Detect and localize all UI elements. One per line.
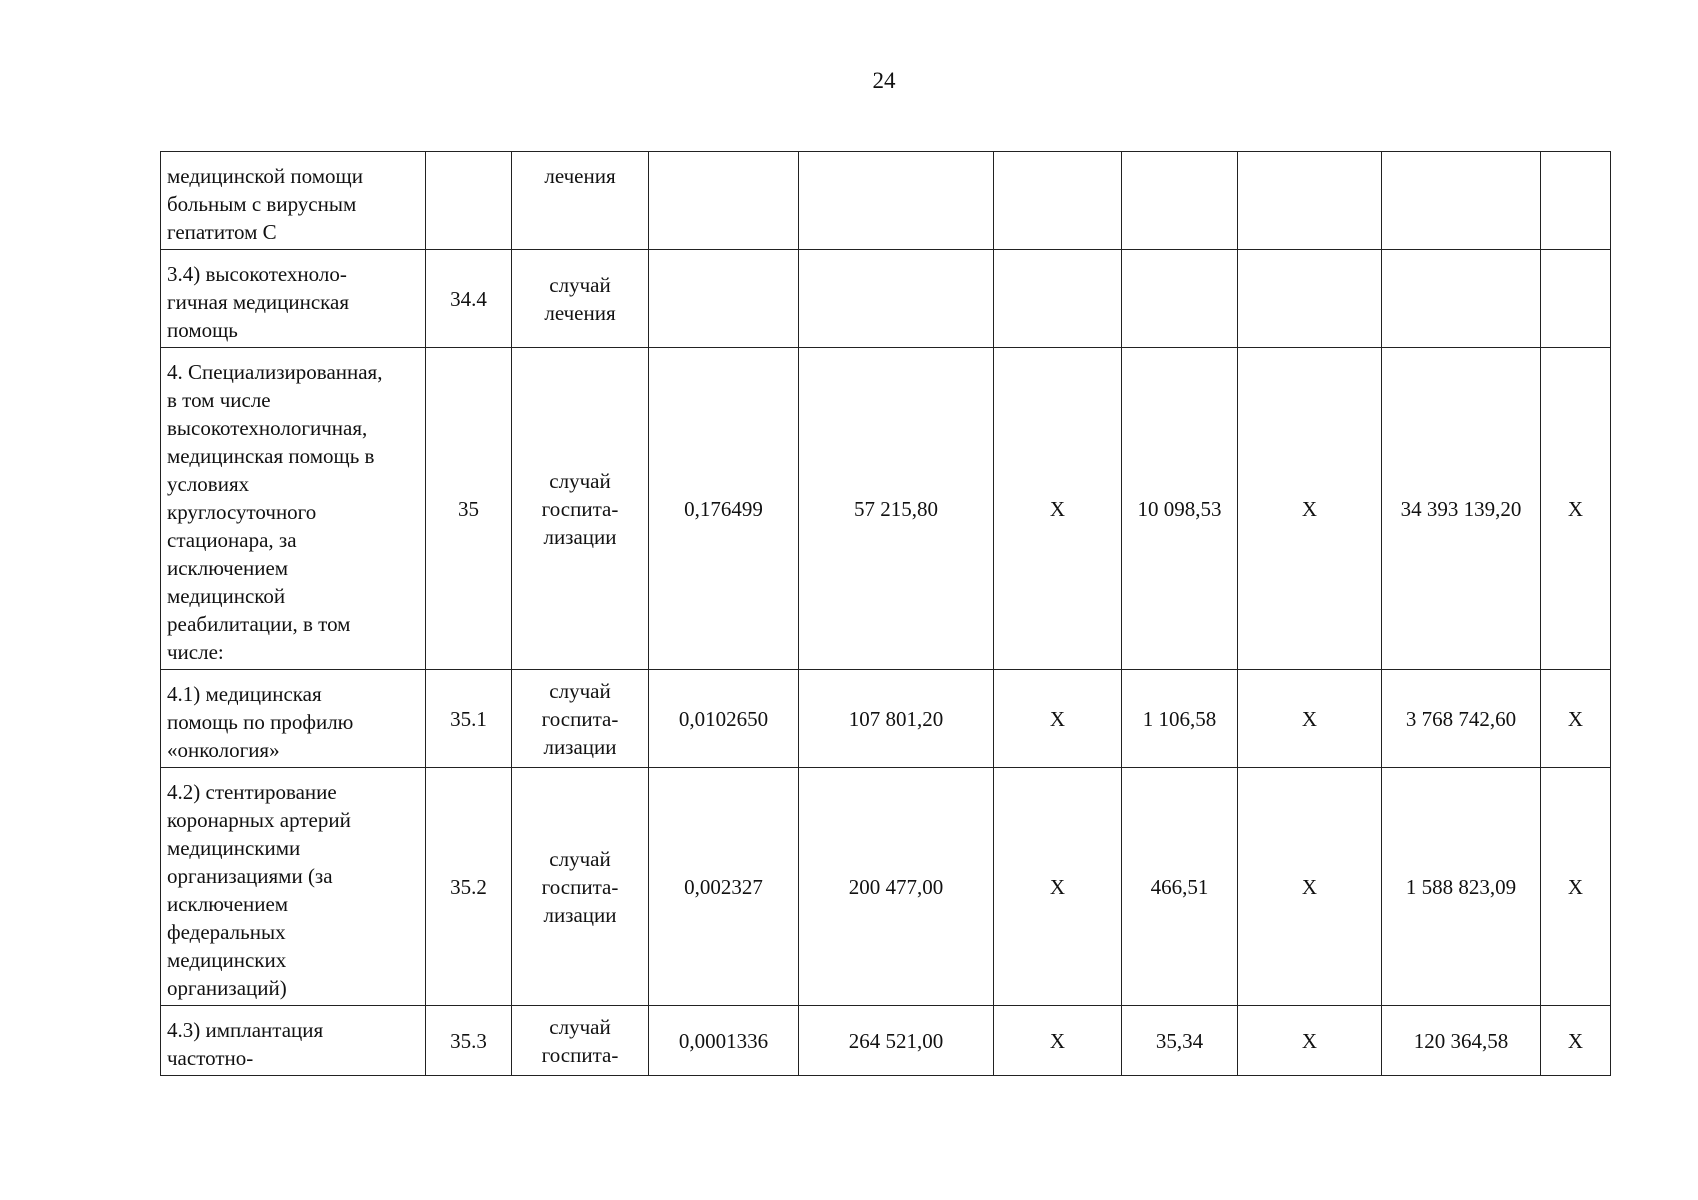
row-col9-cell: 120 364,58 (1382, 1006, 1541, 1076)
row-unit-cell: случай госпита- лизации (512, 348, 649, 670)
table-row (161, 152, 1611, 250)
row-norm-cell: 0,002327 (649, 768, 799, 1006)
row-col7-cell: 466,51 (1122, 768, 1238, 1006)
table-row (161, 1006, 1611, 1076)
row-col10-cell: X (1541, 348, 1611, 670)
row-col9-cell: 3 768 742,60 (1382, 670, 1541, 768)
row-col6-cell: X (994, 768, 1122, 1006)
row-code-cell: 35.2 (426, 768, 512, 1006)
row-col8-cell (1238, 250, 1382, 348)
row-col9-cell (1382, 250, 1541, 348)
row-col10-cell (1541, 250, 1611, 348)
row-code-cell: 35.1 (426, 670, 512, 768)
row-name-cell: 4.3) имплантация частотно- (161, 1006, 426, 1076)
table-row (161, 348, 1611, 670)
row-col7-cell: 35,34 (1122, 1006, 1238, 1076)
row-unit-cell: случай госпита- (512, 1006, 649, 1076)
row-code-cell (426, 152, 512, 250)
row-col8-cell: X (1238, 768, 1382, 1006)
row-col10-cell (1541, 152, 1611, 250)
row-col7-cell (1122, 250, 1238, 348)
row-cost-cell: 200 477,00 (799, 768, 994, 1006)
row-norm-cell (649, 152, 799, 250)
row-col10-cell: X (1541, 1006, 1611, 1076)
row-col7-cell: 10 098,53 (1122, 348, 1238, 670)
row-name-cell: 4.1) медицинская помощь по профилю «онкология» (161, 670, 426, 768)
row-cost-cell: 57 215,80 (799, 348, 994, 670)
row-unit-cell: случай лечения (512, 250, 649, 348)
row-unit-cell: случай госпита- лизации (512, 768, 649, 1006)
table-row (161, 250, 1611, 348)
row-col9-cell: 1 588 823,09 (1382, 768, 1541, 1006)
row-norm-cell (649, 250, 799, 348)
row-name-cell: 4. Специализированная, в том числе высокотехнологичная, медицинская помощь в условиях круглосуточного стационара, за исключением медицинской реабилитации, в том числе: (161, 348, 426, 670)
row-col7-cell: 1 106,58 (1122, 670, 1238, 768)
row-col10-cell: X (1541, 768, 1611, 1006)
table-row (161, 768, 1611, 1006)
row-cost-cell (799, 152, 994, 250)
row-col9-cell: 34 393 139,20 (1382, 348, 1541, 670)
row-col6-cell (994, 152, 1122, 250)
row-code-cell: 35.3 (426, 1006, 512, 1076)
row-col8-cell: X (1238, 348, 1382, 670)
row-norm-cell: 0,0001336 (649, 1006, 799, 1076)
row-col10-cell: X (1541, 670, 1611, 768)
row-col7-cell (1122, 152, 1238, 250)
row-col9-cell (1382, 152, 1541, 250)
row-cost-cell: 264 521,00 (799, 1006, 994, 1076)
page-number: 24 (872, 68, 896, 93)
row-col6-cell: X (994, 348, 1122, 670)
row-cost-cell: 107 801,20 (799, 670, 994, 768)
row-code-cell: 35 (426, 348, 512, 670)
row-unit-cell: случай госпита- лизации (512, 670, 649, 768)
row-cost-cell (799, 250, 994, 348)
row-name-cell: 4.2) стентирование коронарных артерий медицинскими организациями (за исключением федеральных медицинских организаций) (161, 768, 426, 1006)
row-col6-cell (994, 250, 1122, 348)
row-name-cell: 3.4) высокотехноло- гичная медицинская помощь (161, 250, 426, 348)
table-row (161, 670, 1611, 768)
row-name-cell: медицинской помощи больным с вирусным гепатитом С (161, 152, 426, 250)
row-code-cell: 34.4 (426, 250, 512, 348)
row-norm-cell: 0,0102650 (649, 670, 799, 768)
row-norm-cell: 0,176499 (649, 348, 799, 670)
row-col8-cell: X (1238, 670, 1382, 768)
tariff-table (160, 151, 1611, 1076)
row-unit-cell: лечения (512, 152, 649, 250)
row-col6-cell: X (994, 670, 1122, 768)
row-col8-cell: X (1238, 1006, 1382, 1076)
row-col8-cell (1238, 152, 1382, 250)
row-col6-cell: X (994, 1006, 1122, 1076)
